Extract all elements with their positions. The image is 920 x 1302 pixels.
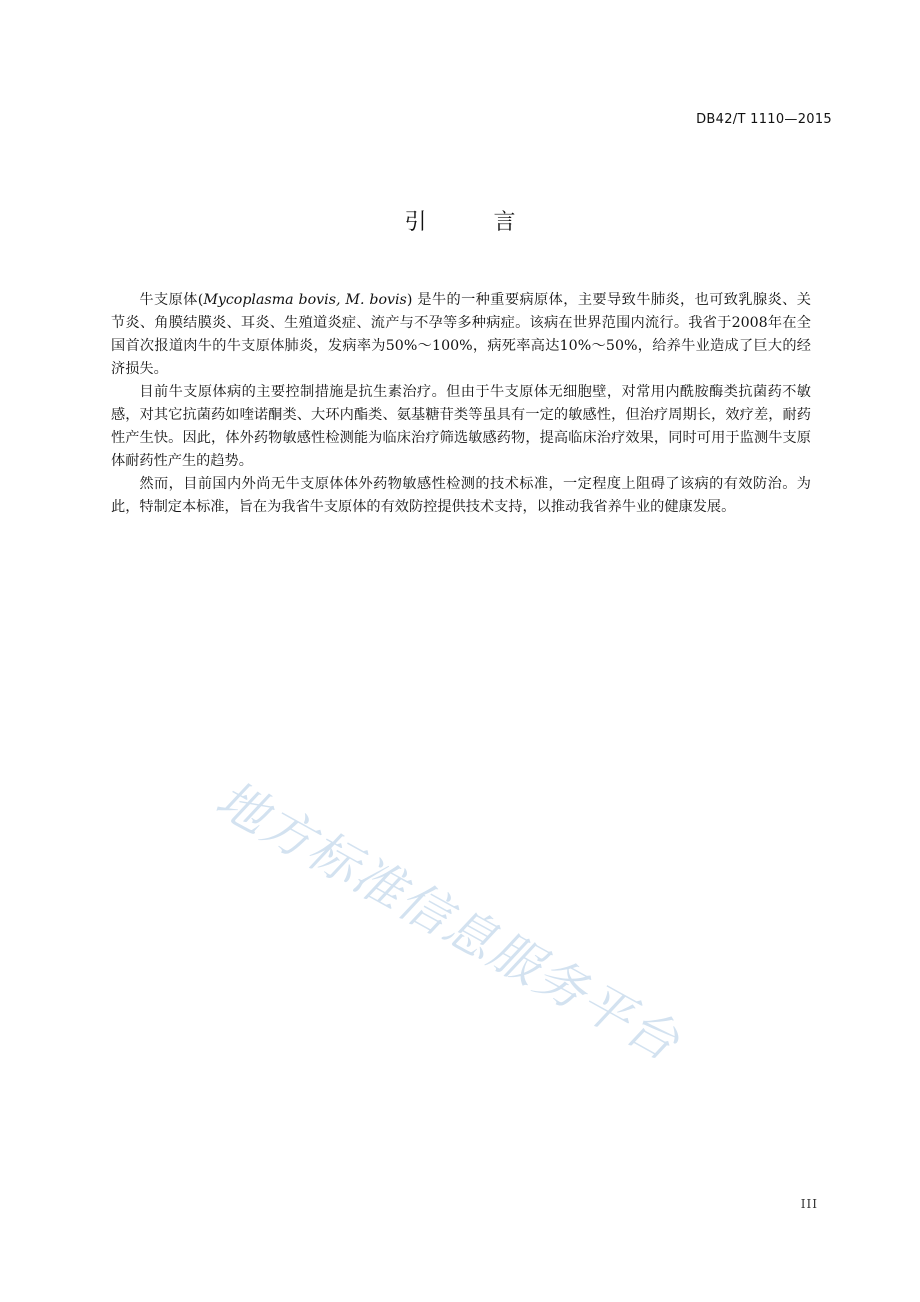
paragraph-3: 然而，目前国内外尚无牛支原体体外药物敏感性检测的技术标准，一定程度上阻碍了该病的有效防治。为此，特制定本标准，旨在为我省牛支原体的有效防控提供技术支持，以推动我省养牛业的健康发展。 (111, 476, 811, 515)
paragraph-2: 目前牛支原体病的主要控制措施是抗生素治疗。但由于牛支原体无细胞壁，对常用内酰胺酶类抗菌药不敏感，对其它抗菌药如喹诺酮类、大环内酯类、氨基糖苷类等虽具有一定的敏感性，但治疗周期长，效疗差，耐药性产生快。因此，体外药物敏感性检测能为临床治疗筛选敏感药物，提高临床治疗效果，同时可用于监测牛支原体耐药性产生的趋势。 (111, 384, 811, 469)
paragraph-1-post: ) 是牛的一种重要病原体，主要导致牛肺炎，也可致乳腺炎、关节炎、角膜结膜炎、耳炎、生殖道炎症、流产与不孕等多种病症。该病在世界范围内流行。我省于2008年在全国首次报道肉牛的牛支原体肺炎，发病率为50%～100%，病死率高达10%～50%，给养牛业造成了巨大的经济损失。 (111, 292, 811, 377)
body-text (111, 289, 811, 519)
page-number: III (800, 1197, 818, 1211)
watermark-text: 地方标准信息服务平台 (206, 769, 690, 1073)
standard-code: DB42/T 1110—2015 (696, 112, 832, 127)
paragraph-1-pre: 牛支原体( (139, 292, 204, 308)
paragraph-1 (111, 289, 811, 381)
latin-name: Mycoplasma bovis, M. bovis (203, 292, 407, 308)
section-title: 引 言 (404, 210, 546, 235)
